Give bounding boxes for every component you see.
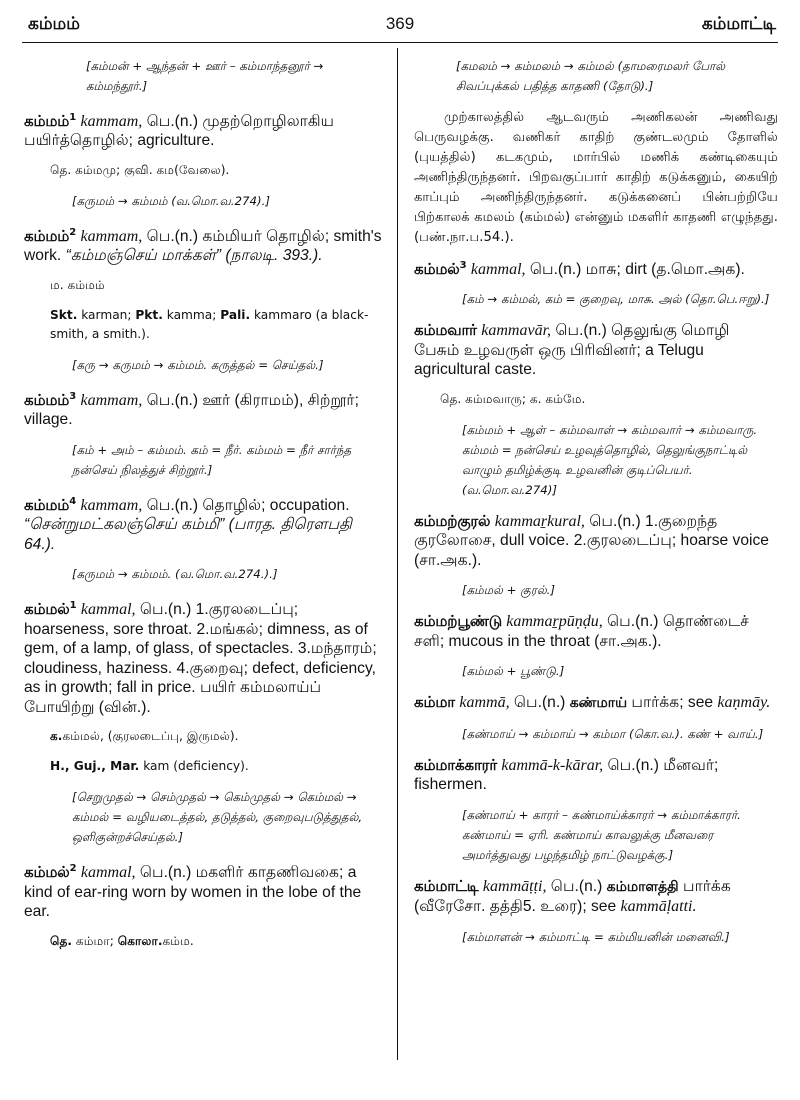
etymology: [கமலம் → கம்மலம் → கம்மல் (தாமரைமலர் போல் சிவப்புக்கல் பதித்த காதணி (தோடு).] xyxy=(456,59,726,93)
entry-kammam-4 xyxy=(24,492,382,554)
headword: கம்மவார் xyxy=(414,322,477,340)
transliteration: kammaṟkural, xyxy=(494,512,585,530)
transliteration: kammaṟpūṇḍu, xyxy=(506,613,603,631)
headword: கம்மம்$^3$ xyxy=(24,390,77,409)
definition: பெ.(n.) 1.குரலடைப்பு; hoarseness, sore throat. 2.மங்கல்; dimness, as of gem, of a lamp, of glass, of spectacles. 3.மந்தாரம்; cloudiness, haziness. 4.குறைவு; defect, deficiency, as in growth; fall in price. பயிர் கம்மலாய்ப் போயிற்று (வின்.). xyxy=(24,601,377,716)
cognates: ம. கம்மம் xyxy=(50,277,105,292)
header-right-guideword: கம்மாட்டி xyxy=(701,14,776,34)
transliteration: kammam, xyxy=(80,112,143,130)
transliteration: kammal, xyxy=(80,864,136,882)
entry-kammal-1 xyxy=(24,596,382,717)
etymology: [கம்மல் + பூண்டு.] xyxy=(462,664,565,679)
definition: பெ.(n.) மாசு; dirt (த.மொ.அக). xyxy=(525,260,745,278)
transliteration: kammal, xyxy=(80,601,136,619)
entry-kamma: கம்மா kammā, பெ.(n.) கண்மாய் பார்க்க; see kaṇmāy. xyxy=(414,694,771,712)
definition: பெ.(n.) முதற்றொழிலாகிய பயிர்த்தொழில்; agriculture. xyxy=(24,112,334,150)
headword: கம்மல்$^2$ xyxy=(24,863,77,882)
definition: பெ.(n.) தொண்டைச் சளி; mucous in the throat (சா.அக.). xyxy=(414,613,749,650)
etymology: [கம் → கம்மல், கம் = குறைவு, மாசு. அல் (தொ.பெ.ஈறு).] xyxy=(462,292,770,307)
etymology: [கம்மம் + ஆள் – கம்மவாள் → கம்மவார் → கம்மவாரு. கம்மம் = நன்செய் உழவுத்தொழில், தெலுங்குநாட்டில் வாழும் தமிழ்க்குடி உழவனின் குடிப்பெயர். (வ.மொ.வ.274)] xyxy=(462,422,758,497)
definition: பெ.(n.) மகளிர் காதணிவகை; a kind of ear-ring worn by women in the lobe of the ear. xyxy=(24,864,362,921)
cognates-sanskrit: Skt. karman; Pkt. kamma; Pali. kammaro (a black-smith, a smith.). xyxy=(50,307,369,341)
entry-kammakkarar xyxy=(414,756,778,795)
entry-kammavar xyxy=(414,321,778,380)
cognates: க.கம்மல், (குரலடைப்பு, இருமல்). xyxy=(50,729,239,744)
etymology: [செறுமுதல் → செம்முதல் → கெம்முதல் → கெம்மல் → கம்மல் = வழியடைத்தல், தடுத்தல், குறைவுபடுத்துதல், ஒளிகுன்றச்செய்தல்.] xyxy=(72,790,363,845)
transliteration: kammam, xyxy=(80,227,143,245)
entry-kammal-2 xyxy=(24,859,382,921)
headword: கம்மாக்காரர் xyxy=(414,756,498,774)
column-divider xyxy=(397,48,398,1060)
transliteration: kammā, xyxy=(459,694,510,712)
etymology: [கருமம் → கம்மம் (வ.மொ.வ.274).] xyxy=(72,193,270,208)
cross-reference: கண்மாய் xyxy=(569,695,628,712)
header-left-guideword: கம்மம் xyxy=(28,14,80,34)
definition: பெ.(n.) தெலுங்கு மொழி பேசும் உழவருள் ஒரு பிரிவினர்; a Telugu agricultural caste. xyxy=(414,322,730,379)
entry-kammam-2 xyxy=(24,223,382,266)
transliteration: kammam, xyxy=(80,496,143,514)
headword: கம்மம்$^1$ xyxy=(24,112,77,130)
headword: கம்மம்$^2$ xyxy=(24,226,77,245)
headword: கம்மல்$^1$ xyxy=(24,600,77,619)
definition: பெ.(n.) ஊர் (கிராமம்), சிற்றூர்; village. xyxy=(24,391,359,429)
etymology: [கரு → கருமம் → கம்மம். கருத்தல் = செய்தல்.] xyxy=(72,357,324,372)
etymology: [கண்மாய் → கம்மாய் → கம்மா (கொ.வ.). கண் + வாய்.] xyxy=(462,726,764,741)
headword: கம்மா xyxy=(414,694,456,712)
quotation: “சென்றுமட்கலஞ்செய் கம்மி” (பாரத. திரௌபதி 64.). xyxy=(24,516,352,553)
explanatory-paragraph: முற்காலத்தில் ஆடவரும் அணிகலன் அணிவது பெருவழக்கு. வணிகர் காதிற் குண்டலமும் தோளில் (புயத்தில்) கடகமும், மார்பில் மணிக் கண்டிகையும் அணிந்திருந்தனர். பிறவகுப்பார் காதிற் கடுக்கனும், கையிற் காப்பும் அணிந்திருந்தனர். கடுக்கனைப் பின்பற்றியே பிற்காலக் கமலம் (கம்மல்) என்னும் மகளிர் காதணி எழுந்தது. (பண்.நா.ப.54.). xyxy=(414,110,778,245)
etymology: [கம்மன் + ஆந்தன் + ஊர் – கம்மாந்தனூர் → கம்மந்தூர்.] xyxy=(86,59,324,93)
etymology: [கம்மாளன் → கம்மாட்டி = கம்மியனின் மனைவி.] xyxy=(462,929,730,944)
headword: கம்மற்குரல் xyxy=(414,512,491,530)
definition: பெ.(n.) கம்மியர் தொழில்; smith's work. xyxy=(24,227,382,265)
cross-reference: கம்மாளத்தி xyxy=(606,878,679,895)
left-column xyxy=(24,56,382,962)
entry-kammatti: கம்மாட்டி kammāṭṭi, பெ.(n.) கம்மாளத்தி பார்க்க (வீரேசோ. தத்தி5. உரை); see kammāḷatti. xyxy=(414,877,731,916)
definition: பெ.(n.) 1.குறைந்த குரலோசை, dull voice. 2.குரலடைப்பு; hoarse voice (சா.அக.). xyxy=(414,512,769,569)
cognates: தெ. கம்மமு; குவி. கம(வேலை). xyxy=(50,162,230,177)
page-number: 369 xyxy=(385,14,415,33)
headword: கம்மம்$^4$ xyxy=(24,495,77,514)
cognates: தெ. கம்மவாரு; க. கம்மே. xyxy=(440,391,586,406)
transliteration: kammavār, xyxy=(481,322,552,340)
definition: பெ.(n.) மீனவர்; fishermen. xyxy=(414,756,719,794)
right-column xyxy=(414,56,778,959)
quotation: “கம்மஞ்செய் மாக்கள்” (நாலடி. 393.). xyxy=(65,247,323,265)
etymology: [கம்மல் + குரல்.] xyxy=(462,583,555,598)
entry-kammam-3 xyxy=(24,387,382,430)
entry-kammam-1 xyxy=(24,108,382,151)
entry-kammarpundu xyxy=(414,612,778,651)
etymology: [கம் + அம் – கம்மம். கம் = நீர். கம்மம் = நீர் சார்ந்த நன்செய் நிலத்துச் சிற்றூர்.] xyxy=(72,442,352,477)
definition: பெ.(n.) தொழில்; occupation. xyxy=(142,496,350,514)
transliteration: kammā-k-kārar, xyxy=(501,756,604,774)
entry-kammal-3 xyxy=(414,256,778,279)
entry-kammarkural xyxy=(414,512,778,571)
etymology: [கருமம் → கம்மம். (வ.மொ.வ.274.).] xyxy=(72,567,278,582)
cognates-hindi: H., Guj., Mar. kam (deficiency). xyxy=(50,759,249,774)
headword: கம்மற்பூண்டு xyxy=(414,613,502,631)
cognates: தெ. கம்மா; கொலா.கம்ம. xyxy=(50,933,194,948)
cross-reference-translit: kammāḷatti. xyxy=(620,898,697,916)
transliteration: kammāṭṭi, xyxy=(482,877,547,895)
header-rule xyxy=(22,42,778,43)
transliteration: kammal, xyxy=(470,260,526,278)
headword: கம்மல்$^3$ xyxy=(414,260,467,278)
cross-reference-translit: kaṇmāy. xyxy=(717,694,771,712)
headword: கம்மாட்டி xyxy=(414,877,479,895)
transliteration: kammam, xyxy=(80,391,143,409)
etymology: [கண்மாய் + காரர் – கண்மாய்க்காரர் → கம்மாக்காரர். கண்மாய் = ஏரி. கண்மாய் காவலுக்கு மீனவரை அமர்த்துவது பழந்தமிழ் நாட்டுவழக்கு.] xyxy=(462,807,741,862)
